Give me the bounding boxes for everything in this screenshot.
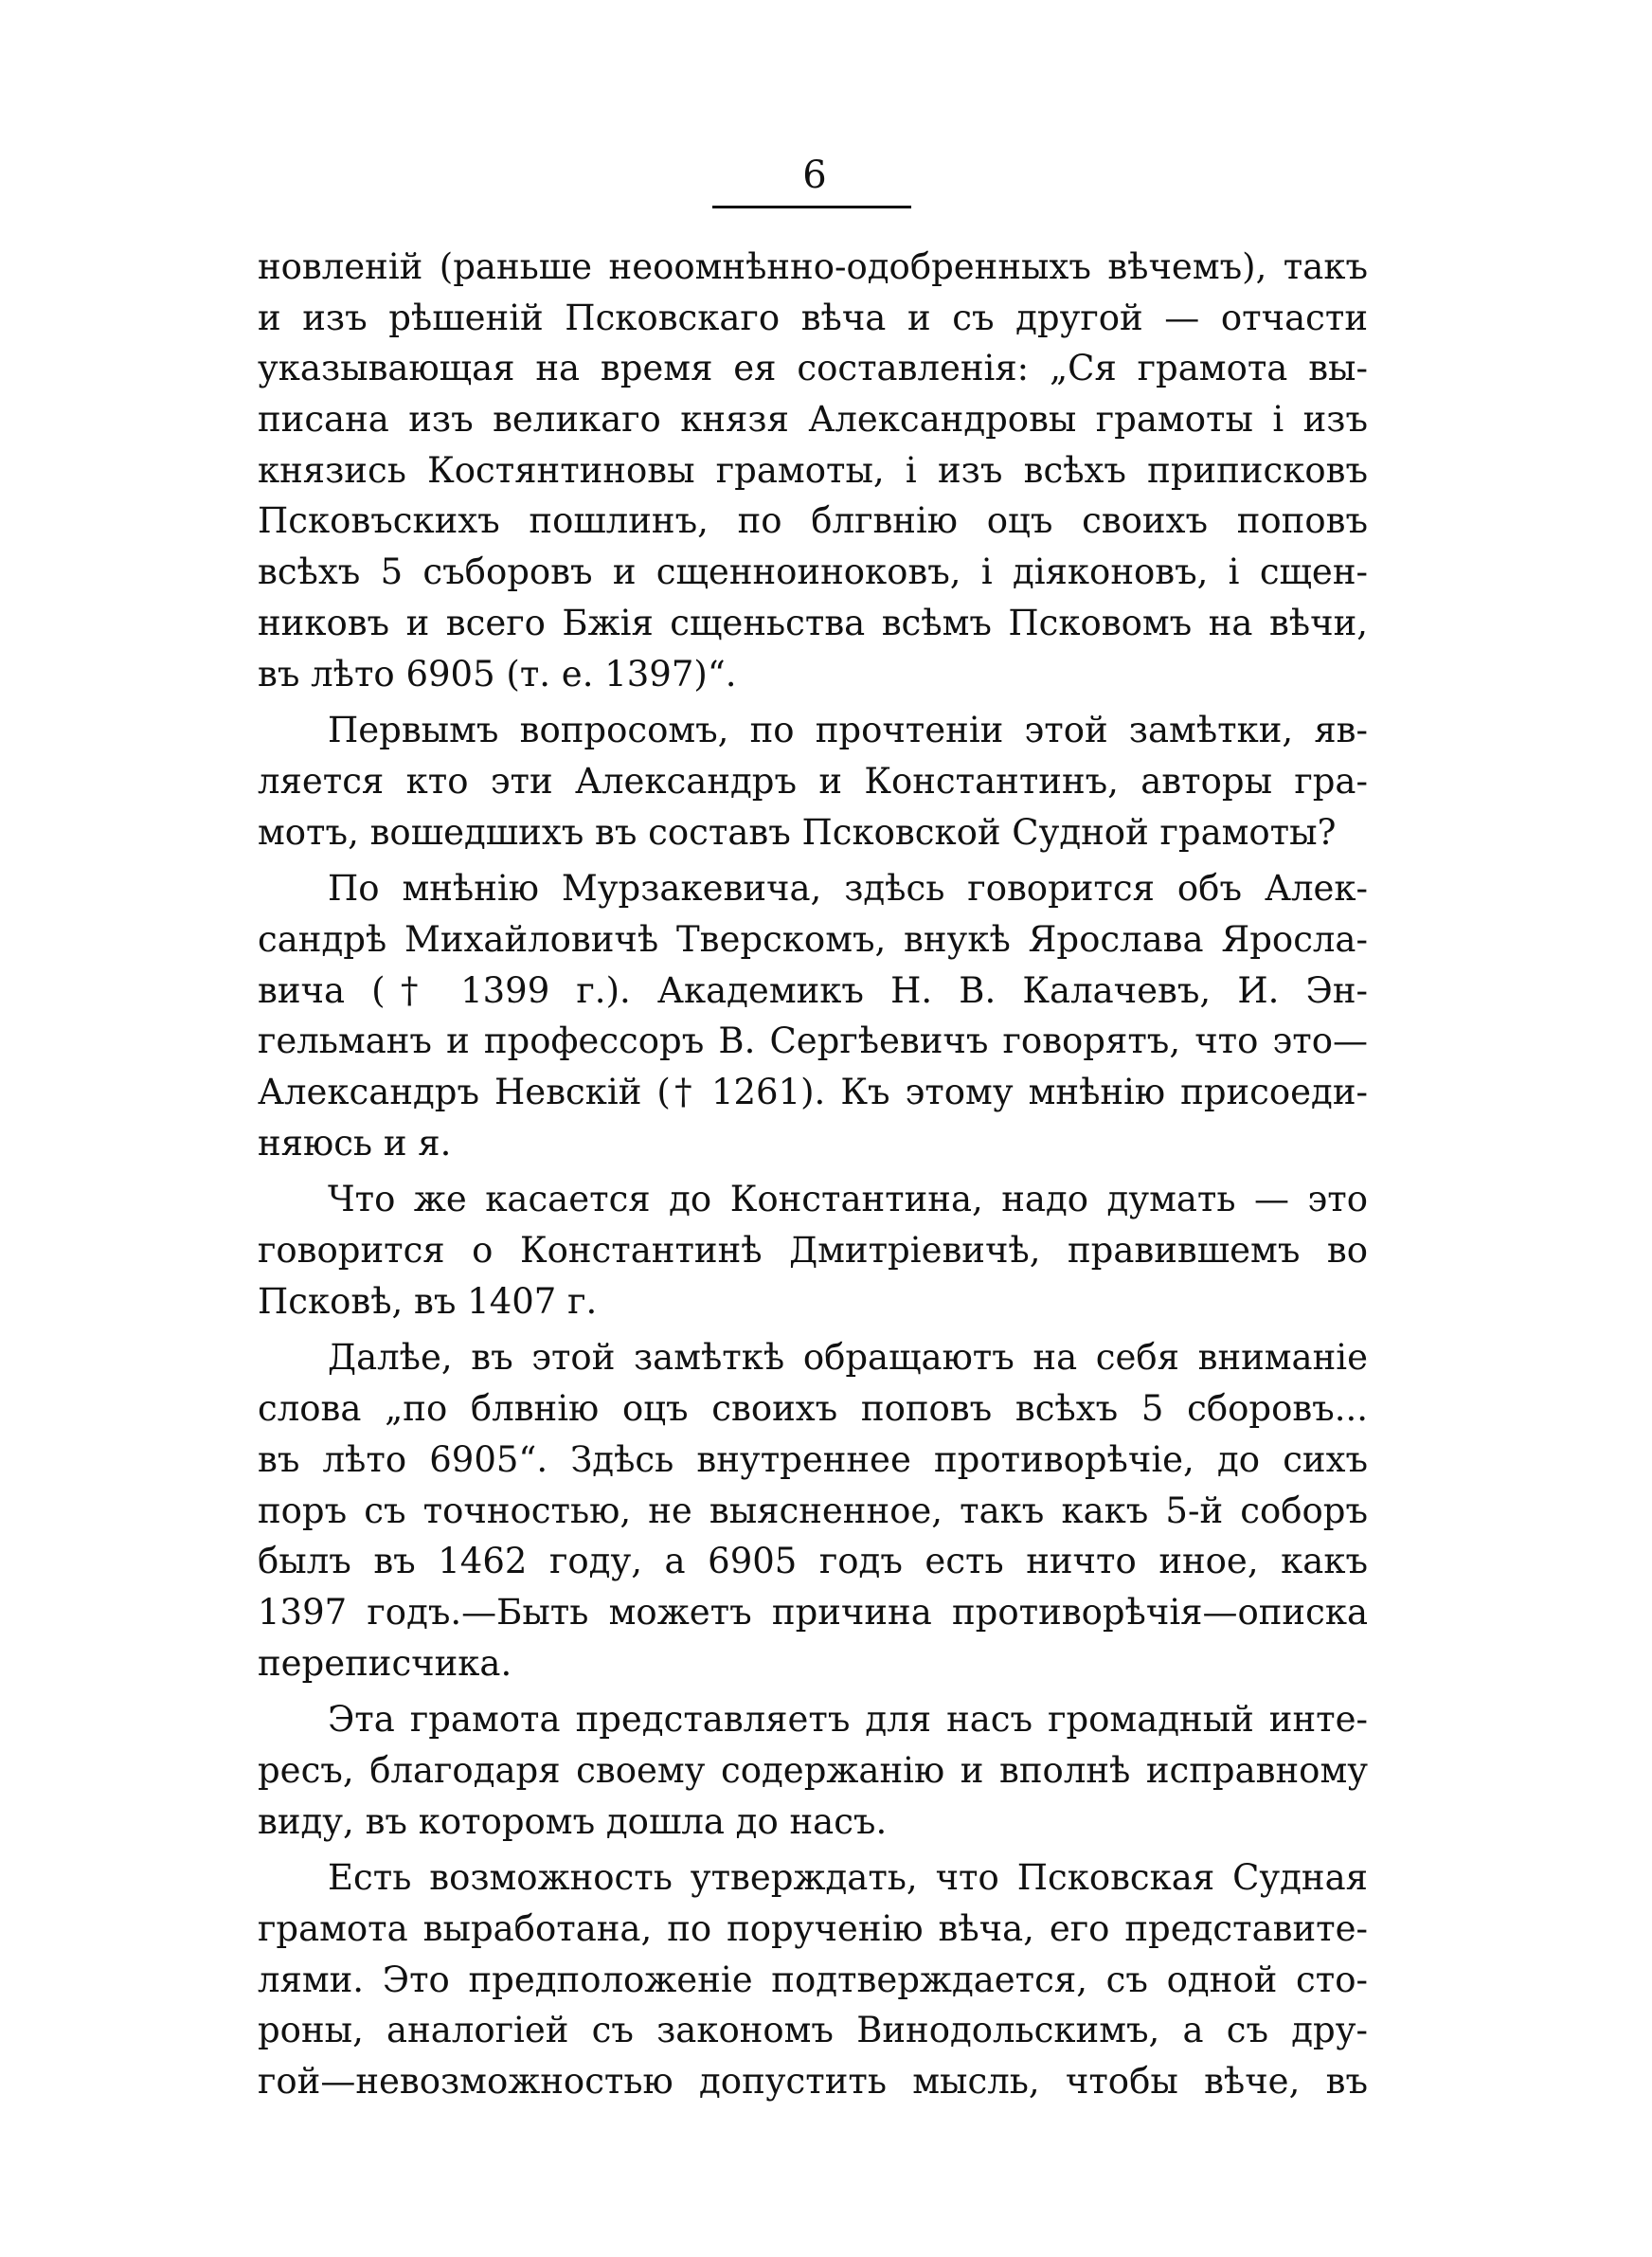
text-line: грамота выработана, по порученію вѣча, его представите- xyxy=(258,1908,1368,1949)
text-line: никовъ и всего Бжія сщеньства всѣмъ Псковомъ на вѣчи, xyxy=(258,602,1368,643)
text-line: говорится о Константинѣ Дмитріевичѣ, правившемъ во xyxy=(258,1230,1368,1272)
text-line: поръ съ точностью, не выясненное, такъ какъ 5-й соборъ xyxy=(258,1490,1368,1531)
text-line: новленій (раньше неоомнѣнно-одобренныхъ вѣчемъ), такъ xyxy=(258,246,1368,287)
text-line: былъ въ 1462 году, а 6905 годъ есть ничто иное, какъ xyxy=(258,1541,1368,1582)
text-line: лями. Это предположеніе подтверждается, съ одной сто- xyxy=(258,1959,1368,2000)
text-line: Псковѣ, въ 1407 г. xyxy=(258,1280,598,1322)
text-line: мотъ, вошедшихъ въ составъ Псковской Судной грамоты? xyxy=(258,811,1337,853)
text-line: писана изъ великаго князя Александровы грамоты і изъ xyxy=(258,399,1368,441)
text-line: всѣхъ 5 съборовъ и сщенноиноковъ, і діяконовъ, і сщен- xyxy=(258,551,1368,593)
text-line: виду, въ которомъ дошла до насъ. xyxy=(258,1800,888,1842)
page-number-rule xyxy=(712,206,911,208)
text-line: гельманъ и профессоръ В. Сергѣевичъ говорятъ, что это— xyxy=(258,1020,1368,1062)
text-line: 1397 годъ.—Быть можетъ причина противорѣчія—описка xyxy=(258,1591,1368,1633)
text-line: переписчика. xyxy=(258,1642,512,1684)
body-text xyxy=(258,242,1368,2107)
text-line: въ лѣто 6905“. Здѣсь внутреннее противорѣчіе, до сихъ xyxy=(258,1438,1368,1480)
text-line: гой—невозможностью допустить мысль, чтобы вѣче, въ xyxy=(258,2061,1368,2103)
text-line: князись Костянтиновы грамоты, і изъ всѣхъ приписковъ xyxy=(258,449,1368,491)
text-line: и изъ рѣшеній Псковскаго вѣча и съ другой — отчасти xyxy=(258,297,1368,338)
text-line: Александръ Невскій († 1261). Къ этому мнѣнію присоеди- xyxy=(258,1072,1368,1112)
text-line: Что же касается до Константина, надо думать — это xyxy=(328,1179,1368,1220)
text-line: ляется кто эти Александръ и Константинъ, авторы гра- xyxy=(258,760,1368,802)
text-line: указывающая на время ея составленія: „Ся грамота вы- xyxy=(258,348,1368,389)
text-line: Эта грамота представляетъ для насъ громадный инте- xyxy=(328,1699,1368,1741)
text-line: слова „по блвнію оцъ своихъ поповъ всѣхъ 5 сборовъ... xyxy=(258,1388,1368,1430)
text-line: Далѣе, въ этой замѣткѣ обращаютъ на себя вниманіе xyxy=(328,1337,1368,1379)
text-line: няюсь и я. xyxy=(258,1122,452,1164)
text-line: въ лѣто 6905 (т. е. 1397)“. xyxy=(258,653,737,695)
text-line: ресъ, благодаря своему содержанію и вполнѣ исправному xyxy=(258,1749,1368,1791)
text-line: Первымъ вопросомъ, по прочтеніи этой замѣтки, яв- xyxy=(328,710,1368,751)
text-line: вича († 1399 г.). Академикъ Н. В. Калачевъ, И. Эн- xyxy=(258,969,1368,1011)
text-line: сандрѣ Михайловичѣ Тверскомъ, внукѣ Ярослава Яросла- xyxy=(258,918,1368,960)
page-number: 6 xyxy=(802,153,827,197)
text-line: Псковъскихъ пошлинъ, по блгвнію оцъ своихъ поповъ xyxy=(258,500,1368,542)
text-line: По мнѣнію Мурзакевича, здѣсь говорится объ Алек- xyxy=(328,868,1368,910)
text-line: роны, аналогіей съ закономъ Винодольскимъ, а съ дру- xyxy=(258,2010,1368,2051)
text-line: Есть возможность утверждать, что Псковская Судная xyxy=(328,1857,1368,1899)
